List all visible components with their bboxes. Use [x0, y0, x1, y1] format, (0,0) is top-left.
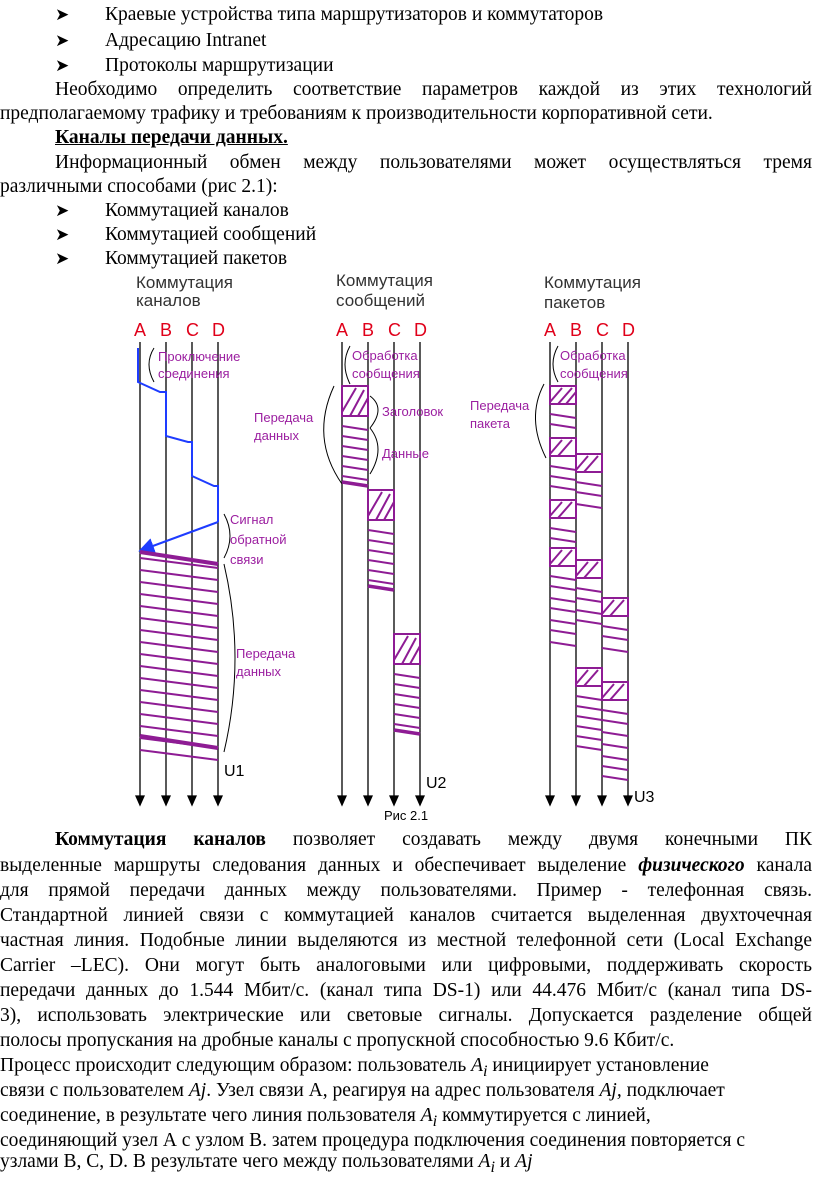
node-label: A — [336, 320, 349, 340]
subscript: i — [432, 1111, 438, 1130]
paragraph-line: соединяющий узел А с узлом В. затем процедура подключения соединения повторяется с — [0, 1130, 745, 1151]
panel-subtitle: сообщений — [336, 291, 425, 310]
node-label: C — [388, 320, 401, 340]
node-label: C — [186, 320, 199, 340]
label: сообщения — [560, 366, 628, 381]
label: Передача — [236, 646, 296, 661]
label: Данные — [382, 446, 429, 461]
label: Передача — [470, 398, 530, 413]
subscript: i — [490, 1157, 495, 1176]
text-span: канала — [744, 855, 812, 876]
paragraph-line — [0, 854, 812, 878]
variable: A — [471, 1055, 484, 1076]
arrow-bullet-icon: ➤ — [55, 31, 70, 50]
paragraph-line: Информационный обмен между пользователями может осуществляться тремя — [55, 152, 812, 173]
variable: A — [420, 1105, 433, 1126]
text-span: . Узел связи А, реагируя на адрес пользователя — [206, 1080, 600, 1101]
label: Обработка — [352, 348, 418, 363]
panel-message-switching — [254, 271, 447, 823]
packet-blocks — [550, 386, 628, 780]
time-label: U1 — [224, 763, 245, 780]
bullet-text: Краевые устройства типа маршрутизаторов и коммутаторов — [105, 4, 604, 25]
panel-title: Коммутация — [136, 273, 233, 292]
section-title: Каналы передачи данных. — [55, 127, 288, 148]
label: связи — [230, 552, 264, 567]
message-blocks — [342, 386, 420, 734]
variable: Aj — [515, 1151, 533, 1172]
switching-diagram — [120, 268, 680, 824]
paragraph-line: различными способами (рис 2.1): — [0, 176, 278, 197]
node-label: B — [570, 320, 583, 340]
bold-term: Коммутация каналов — [55, 829, 266, 850]
label: соединения — [158, 366, 230, 381]
paragraph-line: частная линия. Подобные линии выделяются из местной телефонной сети (Local Exchange — [0, 930, 812, 951]
label: Передача — [254, 410, 314, 425]
bullet-text: Протоколы маршрутизации — [105, 55, 334, 76]
figure-caption: Рис 2.1 — [384, 808, 429, 823]
node-label: B — [160, 320, 173, 340]
panel-title: Коммутация — [544, 273, 641, 292]
subscript: i — [483, 1061, 488, 1080]
variable: A — [478, 1151, 491, 1172]
text-span: позволяет создавать между двумя конечными ПК — [265, 829, 812, 850]
bullet-text: Коммутацией каналов — [105, 200, 289, 221]
paragraph-line — [0, 1150, 816, 1179]
label: данных — [236, 664, 282, 679]
data-stripes — [140, 558, 218, 760]
paragraph-line: для прямой передачи данных между пользователями. Пример - телефонная связь. — [0, 880, 812, 901]
arrow-bullet-icon: ➤ — [55, 5, 70, 24]
arrow-bullet-icon: ➤ — [55, 201, 70, 220]
panel-subtitle: пакетов — [544, 293, 606, 312]
variable: Aj — [188, 1080, 207, 1101]
paragraph-line — [0, 828, 812, 852]
node-label: D — [622, 320, 635, 340]
time-label: U2 — [426, 775, 447, 792]
paragraph-line: Необходимо определить соответствие параметров каждой из этих технологий — [55, 79, 812, 100]
node-label: D — [212, 320, 225, 340]
label: Сигнал — [230, 512, 274, 527]
time-label: U3 — [634, 789, 655, 806]
text-span: Процесс происходит следующим образом: пользователь — [0, 1055, 472, 1076]
arrow-bullet-icon: ➤ — [55, 225, 70, 244]
label: сообщения — [352, 366, 420, 381]
paragraph-line: предполагаемому трафику и требованиям к производительности корпоративной сети. — [0, 103, 713, 124]
label: Заголовок — [382, 404, 444, 419]
variable: Aj, — [599, 1080, 622, 1101]
text-span: коммутируется с линией, — [437, 1105, 651, 1126]
bullet-text: Коммутацией пакетов — [105, 248, 288, 269]
label: данных — [254, 428, 300, 443]
text-span: выделенные маршруты следования данных и обеспечивает выделение — [0, 855, 639, 876]
bullet-text: Коммутацией сообщений — [105, 224, 317, 245]
panel-title: Коммутация — [336, 271, 433, 290]
node-label: B — [362, 320, 375, 340]
node-label: A — [544, 320, 557, 340]
text-span: инициирует установление — [487, 1055, 709, 1076]
label: Проключение — [158, 349, 241, 364]
text-span: и — [494, 1151, 516, 1172]
panel-subtitle: каналов — [136, 291, 201, 310]
label: Обработка — [560, 348, 626, 363]
text-span: подключает — [621, 1080, 725, 1101]
node-label: C — [596, 320, 609, 340]
paragraph-line: Стандартной линией связи с коммутацией каналов считается выделенная двухточечная — [0, 905, 812, 926]
arrow-bullet-icon: ➤ — [55, 56, 70, 75]
paragraph-line — [0, 1079, 816, 1103]
paragraph-line: 3), использовать электрические или световые сигналы. Допускается разделение общей — [0, 1005, 812, 1026]
node-label: A — [134, 320, 147, 340]
paragraph-line: передачи данных до 1.544 Мбит/с. (канал типа DS-1) или 44.476 Мбит/с (канал типа DS- — [0, 980, 812, 1001]
label: пакета — [470, 416, 510, 431]
paragraph-line: полосы пропускания на дробные каналы с пропускной способностью 9.6 Кбит/с. — [0, 1030, 675, 1051]
text-span: узлами B, C, D. В результате чего между пользователями — [0, 1151, 479, 1172]
bullet-text: Адресацию Intranet — [105, 30, 267, 51]
text-span: связи с пользователем — [0, 1080, 189, 1101]
label: обратной — [230, 532, 287, 547]
panel-circuit-switching — [134, 273, 296, 805]
node-label: D — [414, 320, 427, 340]
panel-packet-switching — [470, 273, 655, 806]
arrow-bullet-icon: ➤ — [55, 249, 70, 268]
paragraph-line: Carrier –LEC). Они могут быть аналоговыми или цифровыми, поддерживать скорость — [0, 955, 812, 976]
text-span: соединение, в результате чего линия пользователя — [0, 1105, 421, 1126]
emphasis-term: физического — [638, 855, 745, 876]
